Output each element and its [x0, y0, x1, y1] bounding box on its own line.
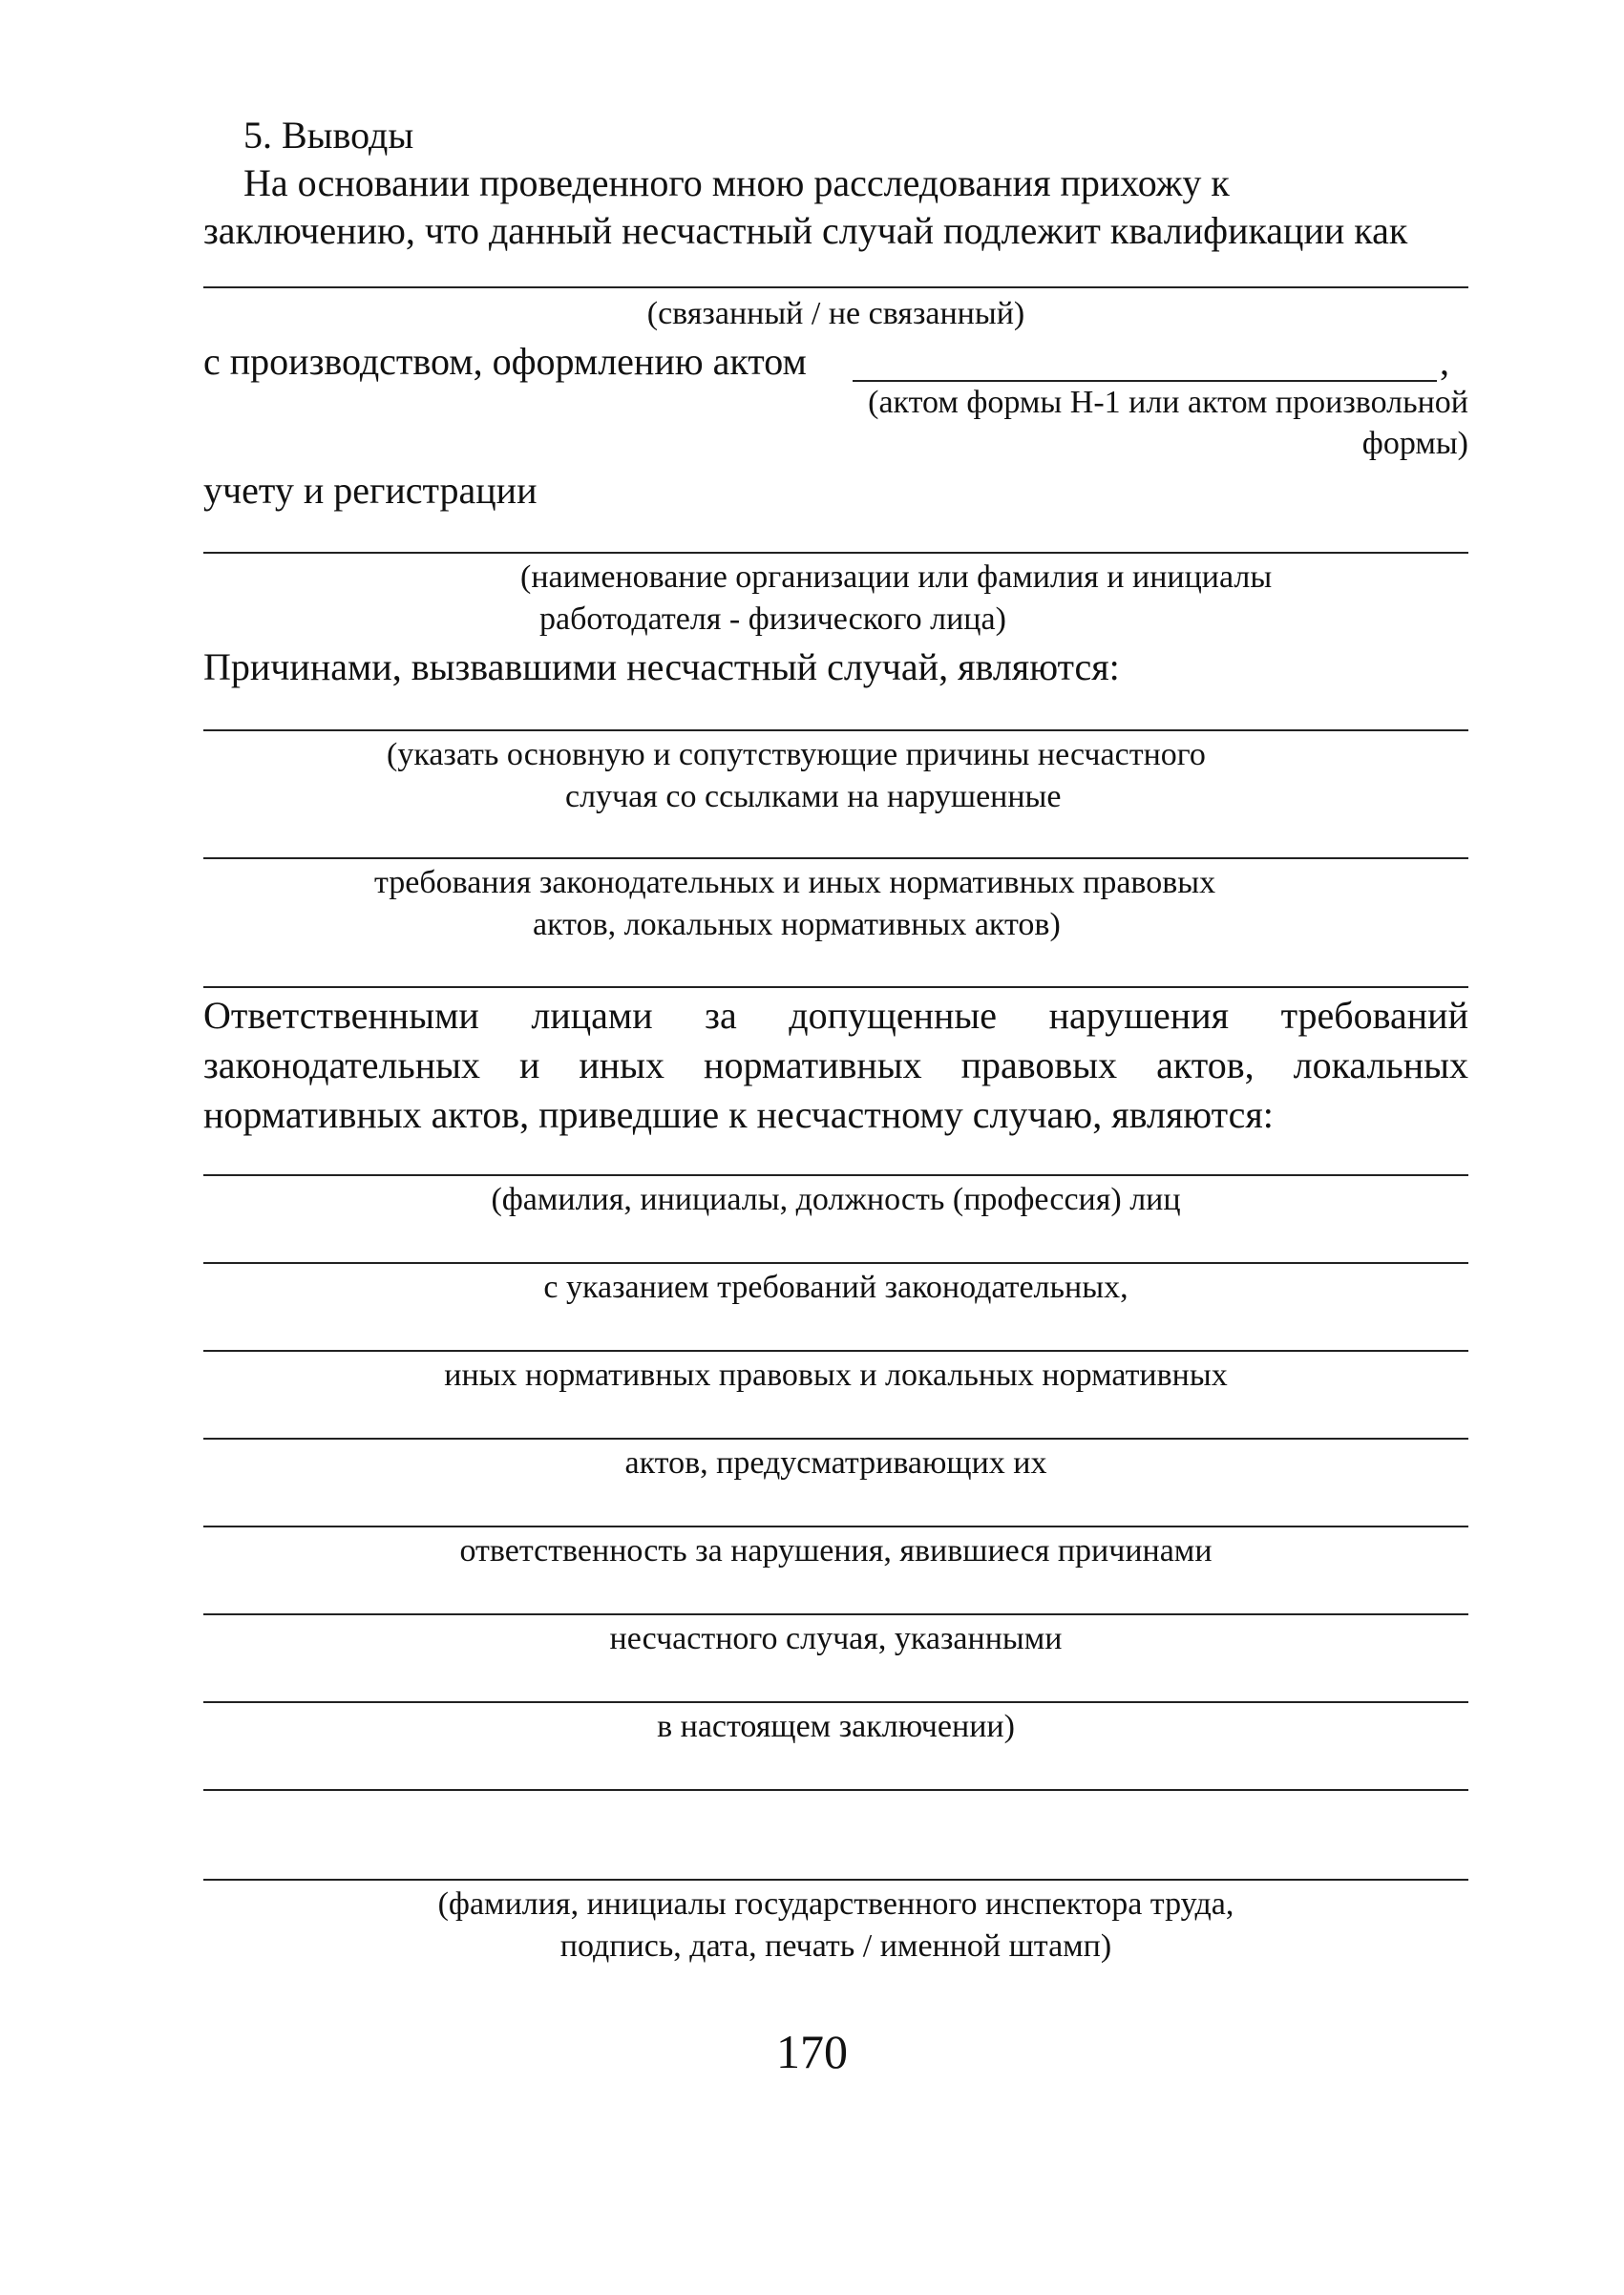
responsible-caption-1: (фамилия, инициалы, должность (профессия) лиц: [491, 1182, 1181, 1217]
responsible-line-2: законодательных и иных нормативных правовых актов, локальных: [203, 1043, 1468, 1086]
responsible-blank-line-6: [203, 1613, 1468, 1615]
intro-line-1: На основании проведенного мною расследования прихожу к: [243, 161, 1230, 204]
causes-heading: Причинами, вызвавшими несчастный случай, являются:: [203, 645, 1120, 688]
responsible-blank-line-8: [203, 1789, 1468, 1791]
responsible-blank-line-3: [203, 1350, 1468, 1352]
responsible-caption-3: иных нормативных правовых и локальных нормативных: [444, 1358, 1228, 1393]
qualification-blank-line: [203, 286, 1468, 288]
qualification-caption: (связанный / не связанный): [646, 296, 1025, 331]
responsible-blank-line-7: [203, 1701, 1468, 1703]
causes-caption-line-2: случая со ссылками на нарушенные: [565, 779, 1062, 814]
causes-blank-line-1: [203, 729, 1468, 731]
act-caption-line-1: (актом формы Н-1 или актом произвольной: [868, 385, 1468, 420]
responsible-caption-4: актов, предусматривающих их: [624, 1445, 1047, 1481]
registration-label: учету и регистрации: [203, 469, 538, 512]
causes-caption-line-4: актов, локальных нормативных актов): [533, 907, 1061, 942]
signature-caption-line-2: подпись, дата, печать / именной штамп): [559, 1928, 1112, 1964]
responsible-caption-2: с указанием требований законодательных,: [543, 1270, 1128, 1305]
responsible-blank-line-5: [203, 1526, 1468, 1527]
responsible-caption-7: в настоящем заключении): [657, 1709, 1015, 1744]
production-text: с производством, оформлению актом: [203, 340, 807, 383]
responsible-line-1: Ответственными лицами за допущенные нарушения требований: [203, 994, 1468, 1037]
responsible-caption-6: несчастного случая, указанными: [609, 1621, 1063, 1656]
signature-blank-line: [203, 1879, 1468, 1881]
page-number: 170: [776, 2025, 848, 2078]
responsible-blank-line-4: [203, 1438, 1468, 1440]
employer-caption-line-1: (наименование организации или фамилия и инициалы: [520, 559, 1273, 595]
responsible-blank-line-2: [203, 1262, 1468, 1264]
section-heading: 5. Выводы: [243, 114, 414, 157]
intro-line-2: заключению, что данный несчастный случай подлежит квалификации как: [203, 209, 1408, 252]
signature-caption-line-1: (фамилия, инициалы государственного инспектора труда,: [437, 1886, 1234, 1922]
responsible-caption-5: ответственность за нарушения, явившиеся причинами: [459, 1533, 1213, 1569]
causes-blank-line-2: [203, 857, 1468, 859]
act-blank-line: [853, 380, 1437, 382]
responsible-line-3: нормативных актов, приведшие к несчастному случаю, являются:: [203, 1093, 1274, 1136]
production-comma: ,: [1440, 340, 1449, 383]
act-caption-line-2: формы): [1361, 426, 1468, 461]
causes-caption-line-3: требования законодательных и иных нормативных правовых: [374, 865, 1216, 900]
responsible-blank-line-1: [203, 1174, 1468, 1176]
causes-caption-line-1: (указать основную и сопутствующие причины несчастного: [387, 737, 1206, 772]
employer-caption-line-2: работодателя - физического лица): [539, 601, 1006, 637]
causes-blank-line-3: [203, 986, 1468, 988]
employer-blank-line: [203, 552, 1468, 554]
